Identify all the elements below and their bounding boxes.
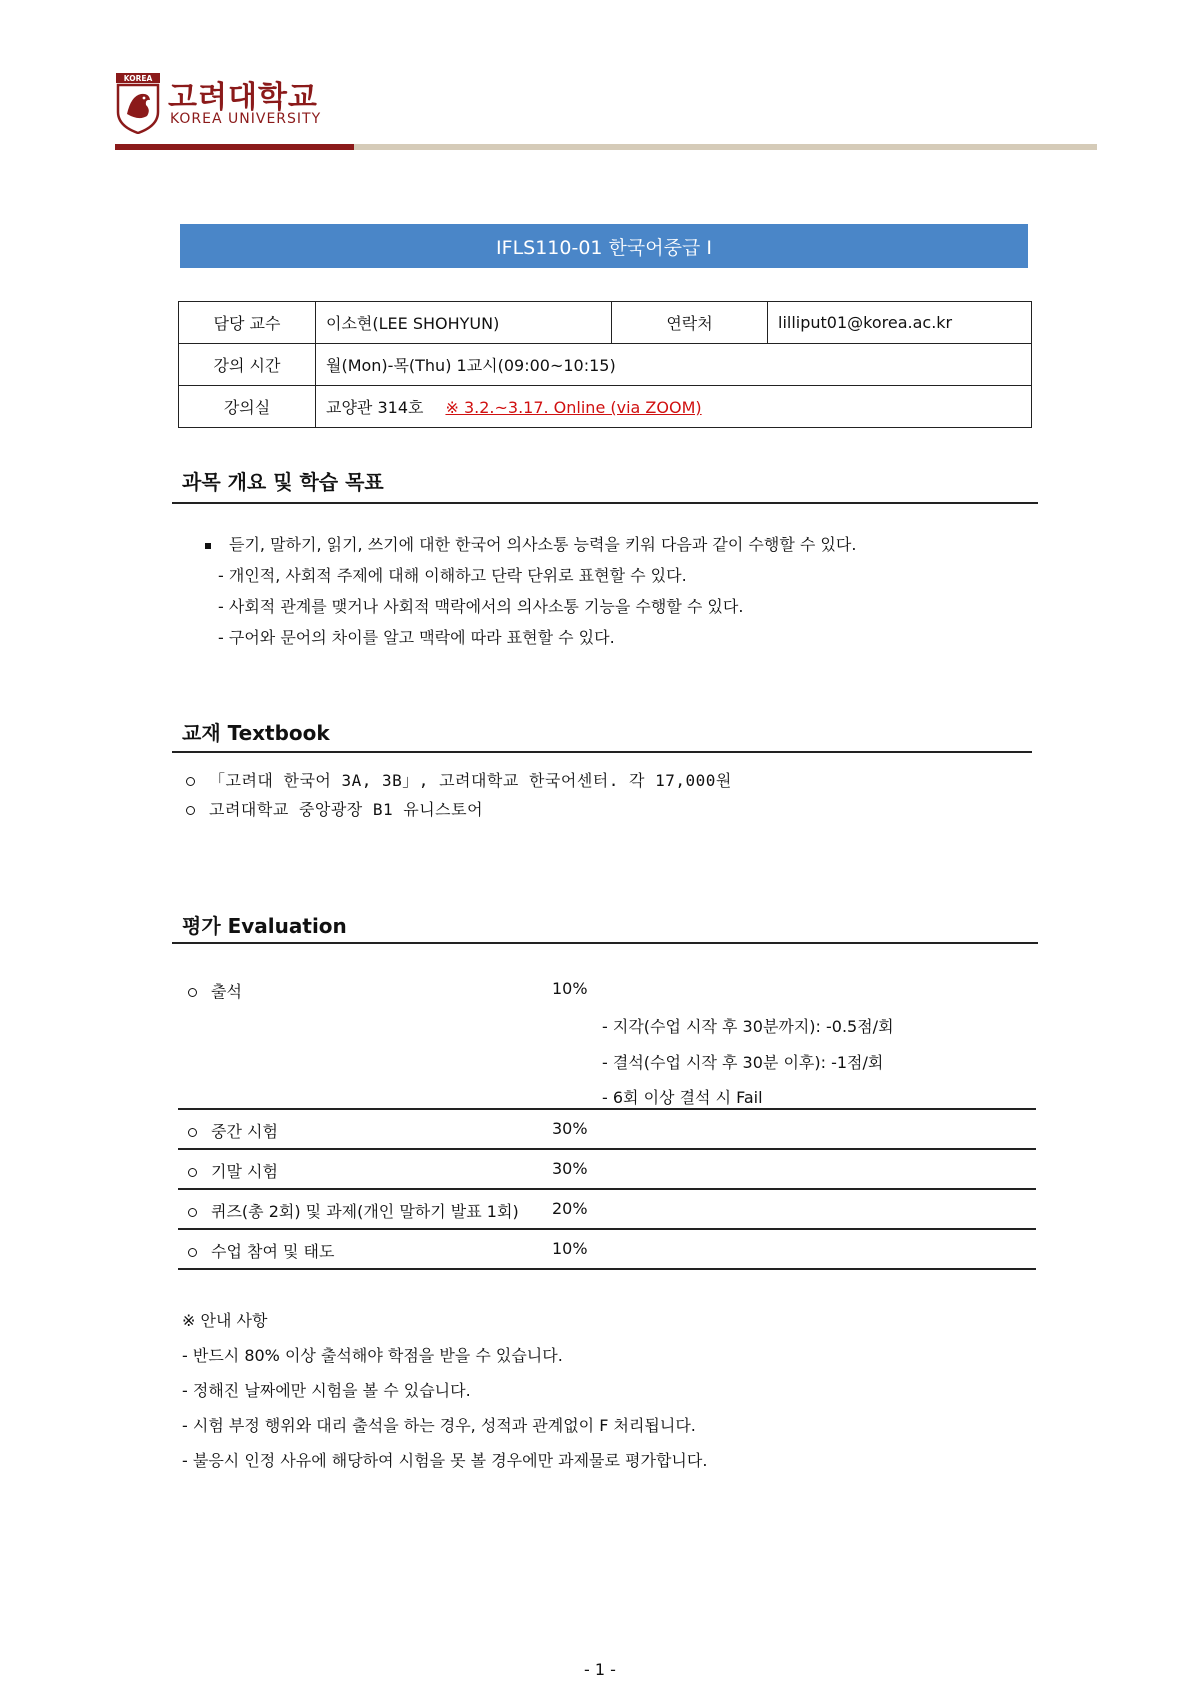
- classroom-cell: [316, 386, 1032, 428]
- university-crest-logo: [115, 72, 161, 134]
- table-row: [179, 302, 1032, 344]
- professor-name: 이소현(LEE SHOHYUN): [316, 302, 612, 344]
- attendance-note-late: - 지각(수업 시작 후 30분까지): -0.5점/회: [602, 1017, 894, 1036]
- textbook-divider: [172, 751, 1032, 753]
- header-rule-red: [115, 144, 354, 150]
- textbook-heading: 교재 Textbook: [182, 721, 330, 745]
- evaluation-row-divider: [178, 1268, 1036, 1270]
- eval-name: [188, 1159, 278, 1182]
- overview-item: - 구어와 문어의 차이를 알고 맥락에 따라 표현할 수 있다.: [218, 628, 615, 647]
- circle-bullet-icon: [188, 988, 197, 997]
- circle-bullet-icon: [188, 1208, 197, 1217]
- overview-item: - 사회적 관계를 맺거나 사회적 맥락에서의 의사소통 기능을 수행할 수 있다.: [218, 597, 744, 616]
- notice-item: - 정해진 날짜에만 시험을 볼 수 있습니다.: [182, 1381, 471, 1400]
- notice-item: - 반드시 80% 이상 출석해야 학점을 받을 수 있습니다.: [182, 1346, 563, 1365]
- eval-name: [188, 1239, 334, 1262]
- notice-item: - 불응시 인정 사유에 해당하여 시험을 못 볼 경우에만 과제물로 평가합니다.: [182, 1451, 708, 1470]
- page-number: - 1 -: [584, 1660, 616, 1679]
- course-title-bar: [180, 224, 1028, 268]
- eval-name-text: 수업 참여 및 태도: [211, 1242, 335, 1261]
- table-row: [179, 344, 1032, 386]
- evaluation-row-divider: [178, 1228, 1036, 1230]
- circle-bullet-icon: [186, 777, 195, 786]
- eval-percent: 20%: [552, 1199, 588, 1218]
- circle-bullet-icon: [186, 806, 195, 815]
- university-name-korean: 고려대학교: [168, 80, 318, 115]
- eval-name-text: 기말 시험: [211, 1162, 278, 1181]
- textbook-title: 「고려대 한국어 3A, 3B」, 고려대학교 한국어센터. 각 17,000원: [209, 771, 732, 790]
- crest-text: KOREA: [123, 74, 153, 83]
- eval-percent: 10%: [552, 1239, 588, 1258]
- eval-percent: 30%: [552, 1159, 588, 1178]
- time-label: 강의 시간: [179, 344, 316, 386]
- eval-percent: 30%: [552, 1119, 588, 1138]
- textbook-location: 고려대학교 중앙광장 B1 유니스토어: [209, 800, 484, 819]
- square-bullet-icon: [205, 543, 211, 549]
- notice-heading: ※ 안내 사항: [182, 1311, 268, 1330]
- table-row: [179, 386, 1032, 428]
- attendance-note-absent: - 결석(수업 시작 후 30분 이후): -1점/회: [602, 1053, 884, 1072]
- attendance-note-fail: - 6회 이상 결석 시 Fail: [602, 1088, 763, 1107]
- evaluation-divider: [172, 942, 1038, 944]
- professor-label: 담당 교수: [179, 302, 316, 344]
- course-title: IFLS110-01 한국어중급 I: [496, 236, 712, 259]
- evaluation-row-divider: [178, 1108, 1036, 1110]
- room-label: 강의실: [179, 386, 316, 428]
- eval-name-text: 중간 시험: [211, 1122, 278, 1141]
- circle-bullet-icon: [188, 1248, 197, 1257]
- course-info-table: [178, 301, 1032, 428]
- online-note: ※ 3.2.~3.17. Online (via ZOOM): [445, 398, 702, 417]
- eval-name-text: 출석: [211, 982, 242, 1001]
- notice-item: - 시험 부정 행위와 대리 출석을 하는 경우, 성적과 관계없이 F 처리됩니다.: [182, 1416, 696, 1435]
- contact-label: 연락처: [612, 302, 768, 344]
- contact-email: lilliput01@korea.ac.kr: [768, 302, 1032, 344]
- eval-percent: 10%: [552, 979, 588, 998]
- eval-name-text: 퀴즈(총 2회) 및 과제(개인 말하기 발표 1회): [211, 1202, 519, 1221]
- eval-name: [188, 979, 242, 1002]
- eval-name: [188, 1199, 519, 1222]
- overview-main-text: 듣기, 말하기, 읽기, 쓰기에 대한 한국어 의사소통 능력을 키워 다음과 같이 수행할 수 있다.: [229, 535, 857, 554]
- circle-bullet-icon: [188, 1128, 197, 1137]
- class-time: 월(Mon)-목(Thu) 1교시(09:00~10:15): [316, 344, 1032, 386]
- overview-item: - 개인적, 사회적 주제에 대해 이해하고 단락 단위로 표현할 수 있다.: [218, 566, 687, 585]
- university-name-english: KOREA UNIVERSITY: [170, 111, 322, 127]
- evaluation-row-divider: [178, 1188, 1036, 1190]
- overview-heading: 과목 개요 및 학습 목표: [182, 470, 384, 494]
- textbook-item: [186, 797, 483, 820]
- circle-bullet-icon: [188, 1168, 197, 1177]
- textbook-item: [186, 768, 732, 791]
- evaluation-row-divider: [178, 1148, 1036, 1150]
- overview-main-item: [205, 532, 856, 555]
- overview-divider: [172, 502, 1038, 504]
- evaluation-heading: 평가 Evaluation: [182, 914, 347, 938]
- eval-name: [188, 1119, 278, 1142]
- header-rule-tan: [354, 144, 1097, 150]
- classroom: 교양관 314호: [326, 398, 424, 417]
